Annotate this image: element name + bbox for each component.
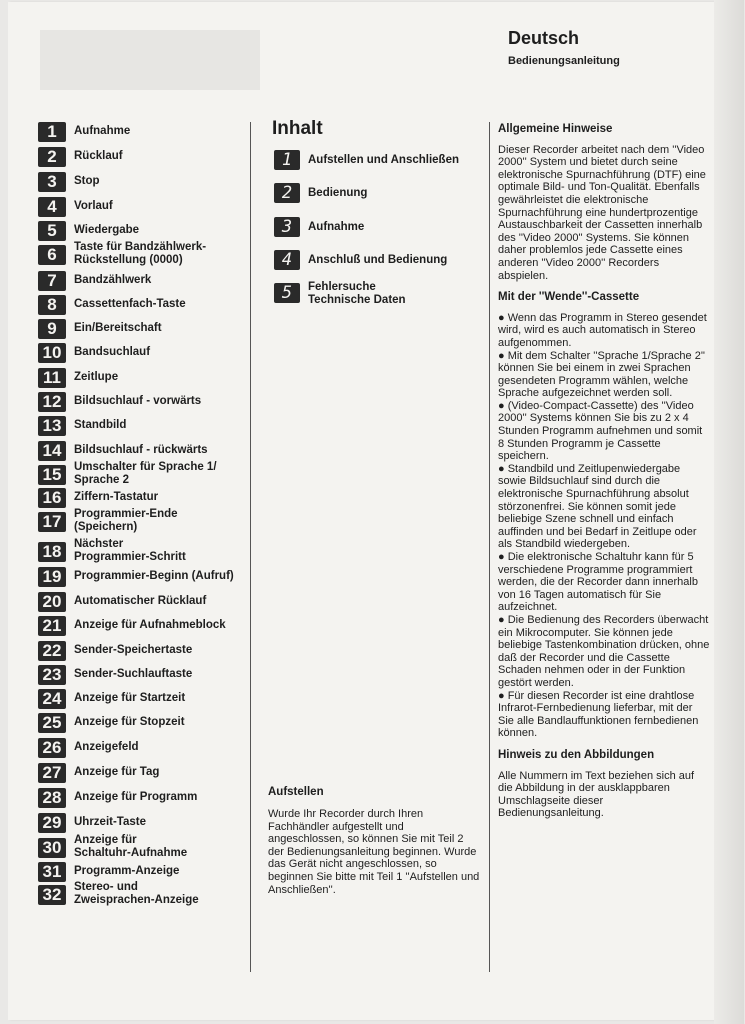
legend-label: Taste für Bandzählwerk- Rückstellung (0000)	[74, 241, 207, 266]
legend-label: Bildsuchlauf - rückwärts	[74, 444, 208, 456]
legend-number: 6	[38, 245, 66, 265]
legend-item	[38, 271, 248, 293]
contents-label: Bedienung	[308, 187, 368, 199]
legend-number: 19	[38, 567, 66, 587]
legend-label: Rücklauf	[74, 150, 123, 162]
contents-number: 2	[274, 183, 300, 203]
aufstellen-heading: Aufstellen	[268, 786, 324, 798]
language-heading: Deutsch	[508, 28, 580, 48]
contents-label: Aufnahme	[308, 221, 365, 233]
legend-number: 2	[38, 147, 66, 167]
legend-item	[38, 172, 248, 194]
legend-number: 5	[38, 221, 66, 241]
legend-number: 11	[38, 368, 66, 388]
legend-number: 27	[38, 763, 66, 783]
contents-title: Inhalt	[272, 118, 323, 139]
legend-label: Anzeige für Programm	[74, 791, 198, 803]
legend-label: Anzeige für Aufnahmeblock	[74, 619, 226, 631]
legend-number: 15	[38, 465, 66, 485]
legend-label: Anzeige für Tag	[74, 766, 160, 778]
general-notes-intro: Dieser Recorder arbeitet nach dem ''Video 2000'' System und bietet durch seine elektronische Spurnachführung (DTF) eine optimale Bild- und Ton-Qualität. Ebenfalls gewährleistet die elektronische Spurnachführung eine hundertprozentige Austauschbarkeit der Cassetten innerhalb des ''Video 2000'' Systems. Sie können daher problemlos jede Cassette eines anderen ''Video 2000'' Recorders abspielen.	[498, 143, 706, 282]
legend-item	[38, 147, 248, 169]
legend-number: 17	[38, 512, 66, 532]
legend-item	[38, 834, 248, 860]
legend-number: 20	[38, 592, 66, 612]
legend-label: Cassettenfach-Taste	[74, 298, 186, 310]
legend-item	[38, 738, 248, 760]
legend-label: Automatischer Rücklauf	[74, 595, 207, 607]
legend-item	[38, 416, 248, 438]
legend-item	[38, 319, 248, 341]
contents-number: 4	[274, 250, 300, 270]
legend-label: Stereo- und Zweisprachen-Anzeige	[74, 881, 199, 906]
legend-label: Wiedergabe	[74, 224, 140, 236]
legend-label: Ein/Bereitschaft	[74, 322, 162, 334]
aufstellen-text: Wurde Ihr Recorder durch Ihren Fachhändler aufgestellt und angeschlossen, so können Sie mit Teil 2 der Bedienungsanleitung beginnen. Wurde das Gerät nicht angeschlossen, so beginnen Sie bitte mit Teil 1 ''Aufstellen und Anschließen''.	[268, 808, 480, 896]
contents-item	[274, 250, 484, 272]
feature-bullet: ● Standbild und Zeitlupenwiedergabe sowie Bildsuchlauf sind durch die elektronische Spurnachführung absolut störzonenfrei. Sie können somit jede beliebige Szene schnell und einfach auffinden und bei Bedarf in Zeitlupe oder als Standbild wiedergeben.	[498, 462, 697, 551]
legend-number: 32	[38, 885, 66, 905]
feature-bullets	[498, 312, 710, 740]
legend-number: 24	[38, 689, 66, 709]
legend-label: Programm-Anzeige	[74, 865, 180, 877]
legend-item	[38, 488, 248, 510]
legend-number: 8	[38, 295, 66, 315]
legend-number: 12	[38, 392, 66, 412]
legend-item	[38, 508, 248, 534]
legend-item	[38, 221, 248, 243]
legend-label: Aufnahme	[74, 125, 131, 137]
legend-number: 13	[38, 416, 66, 436]
contents-item	[274, 183, 484, 205]
legend-label: Anzeige für Stopzeit	[74, 716, 185, 728]
legend-number: 26	[38, 738, 66, 758]
legend-label: Anzeige für Startzeit	[74, 692, 186, 704]
legend-item	[38, 689, 248, 711]
feature-bullet: ● Mit dem Schalter ''Sprache 1/Sprache 2'' können Sie bei einem in zwei Sprachen gesendeten Programm wählen, welche Sprache aufgezeichnet werden soll.	[498, 349, 706, 400]
legend-label: Sender-Suchlauftaste	[74, 668, 193, 680]
legend-number: 30	[38, 838, 66, 858]
contents-label: Fehlersuche Technische Daten	[308, 281, 406, 306]
legend-number: 22	[38, 641, 66, 661]
legend-item	[38, 665, 248, 687]
contents-number: 1	[274, 150, 300, 170]
legend-number: 18	[38, 542, 66, 562]
legend-label: Umschalter für Sprache 1/ Sprache 2	[74, 461, 217, 486]
legend-label: Zeitlupe	[74, 371, 119, 383]
show-through	[40, 30, 260, 90]
wende-heading: Mit der ''Wende''-Cassette	[498, 291, 640, 304]
legend-number: 31	[38, 862, 66, 882]
legend-label: Stop	[74, 175, 100, 187]
general-notes	[498, 123, 710, 820]
legend-item	[38, 538, 248, 564]
legend-item	[38, 813, 248, 835]
legend-item	[38, 392, 248, 414]
legend-item	[38, 763, 248, 785]
legend-item	[38, 592, 248, 614]
contents-number: 3	[274, 217, 300, 237]
legend-item	[38, 713, 248, 735]
general-notes-heading: Allgemeine Hinweise	[498, 123, 613, 135]
legend-label: Anzeige für Schaltuhr-Aufnahme	[74, 834, 188, 859]
legend-label: Uhrzeit-Taste	[74, 816, 146, 828]
legend-label: Programmier-Ende (Speichern)	[74, 508, 178, 533]
feature-bullet: ● Die Bedienung des Recorders überwacht ein Mikrocomputer. Sie können jede beliebige Tastenkombination drücken, ohne daß der Recorder und die Cassette Schaden nehmen oder in der Funktion gestört werden.	[498, 613, 710, 689]
legend-label: Ziffern-Tastatur	[74, 491, 159, 503]
legend-item	[38, 616, 248, 638]
column-divider-left	[250, 122, 251, 972]
legend-label: Bandsuchlauf	[74, 346, 151, 358]
legend-item	[38, 567, 248, 589]
feature-bullet: ● (Video-Compact-Cassette) des ''Video 2000'' Systems können Sie bis zu 2 x 4 Stunden Programm aufnehmen und somit 8 Stunden Programm je Cassette speichern.	[498, 399, 703, 463]
legend-item	[38, 295, 248, 317]
page-edge	[714, 0, 744, 1024]
legend-label: Programmier-Beginn (Aufruf)	[74, 570, 234, 582]
contents-item	[274, 283, 484, 305]
legend-label: Bildsuchlauf - vorwärts	[74, 395, 202, 407]
legend-number: 1	[38, 122, 66, 142]
legend-label: Vorlauf	[74, 200, 113, 212]
manual-subtitle: Bedienungsanleitung	[508, 55, 620, 67]
feature-bullet: ● Wenn das Programm in Stereo gesendet wird, wird es auch automatisch in Stereo aufgenommen.	[498, 311, 707, 349]
legend-number: 4	[38, 197, 66, 217]
legend-number: 21	[38, 616, 66, 636]
legend-number: 3	[38, 172, 66, 192]
column-divider-right	[489, 122, 490, 972]
legend-number: 7	[38, 271, 66, 291]
feature-bullet: ● Die elektronische Schaltuhr kann für 5 verschiedene Programme programmiert werden, die der Recorder dann innerhalb von 16 Tagen automatisch für Sie aufzeichnet.	[498, 551, 698, 614]
hinweis-text: Alle Nummern im Text beziehen sich auf die Abbildung in der ausklappbaren Umschlagseite dieser Bedienungsanleitung.	[498, 769, 695, 820]
legend-label: Standbild	[74, 419, 127, 431]
hinweis-heading: Hinweis zu den Abbildungen	[498, 748, 655, 761]
legend-label: Anzeigefeld	[74, 741, 139, 753]
legend-number: 9	[38, 319, 66, 339]
legend-label: Bandzählwerk	[74, 274, 152, 286]
legend-label: Sender-Speichertaste	[74, 644, 193, 656]
legend-number: 28	[38, 788, 66, 808]
contents-label: Anschluß und Bedienung	[308, 254, 448, 266]
legend-item	[38, 197, 248, 219]
contents-item	[274, 150, 484, 172]
legend-item	[38, 122, 248, 144]
legend-item	[38, 343, 248, 365]
legend-number: 14	[38, 441, 66, 461]
contents-number: 5	[274, 283, 300, 303]
legend-item	[38, 641, 248, 663]
legend-item	[38, 241, 248, 267]
legend-number: 23	[38, 665, 66, 685]
legend-number: 16	[38, 488, 66, 508]
legend-item	[38, 368, 248, 390]
legend-item	[38, 441, 248, 463]
legend-number: 25	[38, 713, 66, 733]
legend-label: Nächster Programmier-Schritt	[74, 538, 186, 563]
contents-label: Aufstellen und Anschließen	[308, 154, 460, 166]
legend-item	[38, 461, 248, 487]
legend-number: 29	[38, 813, 66, 833]
legend-number: 10	[38, 343, 66, 363]
feature-bullet: ● Für diesen Recorder ist eine drahtlose Infrarot-Fernbedienung lieferbar, mit der Sie alle Bandlauffunktionen fernbedienen können.	[498, 689, 699, 740]
contents-item	[274, 217, 484, 239]
legend-item	[38, 881, 248, 907]
legend-item	[38, 788, 248, 810]
